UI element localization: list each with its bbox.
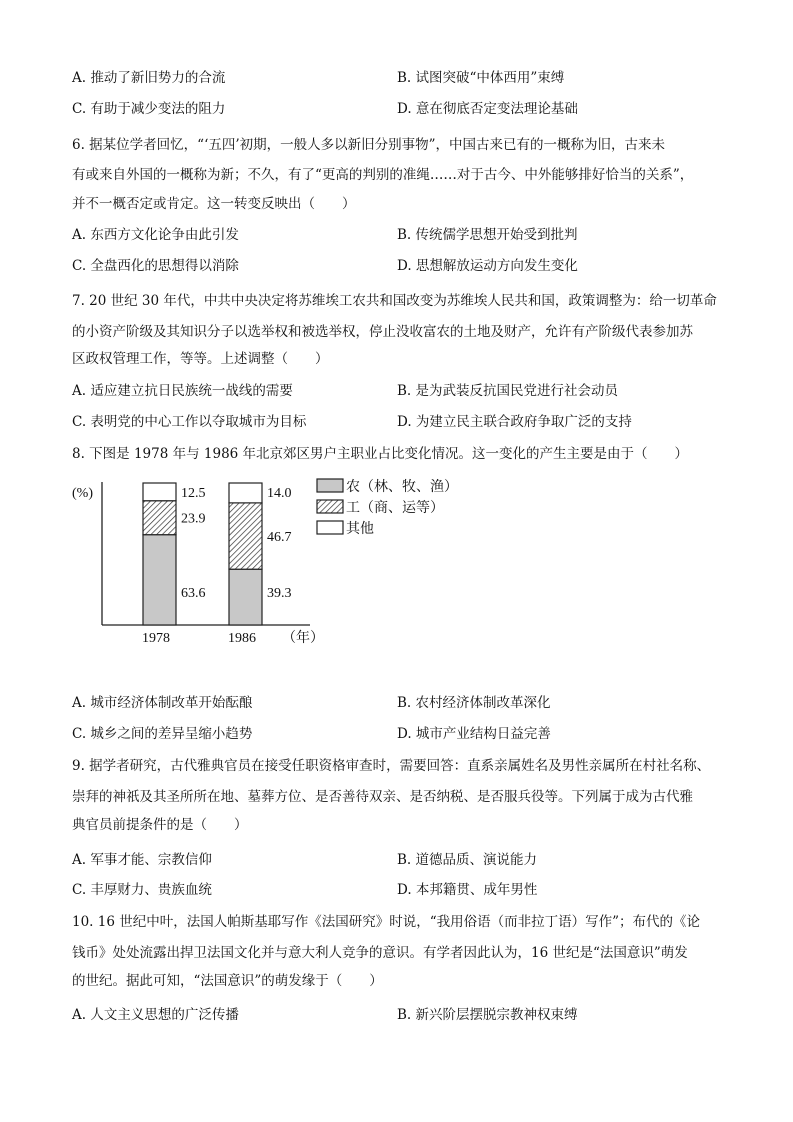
bar-segment [143, 501, 176, 535]
q6-stem: 有或来自外国的一概称为新；不久，有了“更高的判别的准绳……对于古今、中外能够排好恰当的关系”， [72, 167, 694, 183]
q10-stem: 的世纪。据此可知，“法国意识”的萌发缘于（ ） [72, 973, 383, 989]
q9-option-c: C. 丰厚财力、贵族血统 [72, 882, 212, 898]
q9-option-a: A. 军事才能、宗教信仰 [72, 852, 212, 868]
x-axis-label: （年） [282, 631, 324, 646]
q9-option-d: D. 本邦籍贯、成年男性 [397, 882, 538, 898]
q8-option-c: C. 城乡之间的差异呈缩小趋势 [72, 726, 253, 742]
q6-option-c: C. 全盘西化的思想得以消除 [72, 258, 239, 274]
q7-option-c: C. 表明党的中心工作以夺取城市为目标 [72, 414, 307, 430]
q9-stem: 崇拜的神祇及其圣所所在地、墓葬方位、是否善待双亲、是否纳税、是否服兵役等。下列属于成为古代雅 [72, 789, 693, 805]
bar-segment [229, 503, 262, 569]
q9-stem: 9. 据学者研究，古代雅典官员在接受任职资格审查时，需要回答：直系亲属姓名及男性亲属所在村社名称、 [72, 758, 711, 774]
q5-option-a: A. 推动了新旧势力的合流 [72, 70, 226, 86]
bar-segment [229, 569, 262, 625]
q8-option-a: A. 城市经济体制改革开始酝酿 [72, 695, 253, 711]
data-label: 12.5 [181, 486, 206, 501]
data-label: 23.9 [181, 511, 206, 527]
q5-option-c: C. 有助于减少变法的阻力 [72, 101, 226, 117]
q7-option-b: B. 是为武装反抗国民党进行社会动员 [397, 383, 619, 399]
bar-segment [229, 483, 262, 503]
q6-option-d: D. 思想解放运动方向发生变化 [397, 258, 578, 274]
q6-option-a: A. 东西方文化论争由此引发 [72, 227, 239, 243]
q8-stem: 8. 下图是 1978 年与 1986 年北京郊区男户主职业占比变化情况。这一变化的产生主要是由于（ ） [72, 446, 689, 462]
data-label: 14.0 [267, 486, 292, 501]
legend-label: 工（商、运等） [346, 501, 444, 516]
q10-option-b: B. 新兴阶层摆脱宗教神权束缚 [397, 1007, 578, 1023]
q10-stem: 10. 16 世纪中叶，法国人帕斯基耶写作《法国研究》时说，“我用俗语（而非拉丁语）写作”；布代的《论 [72, 914, 701, 930]
q6-option-b: B. 传统儒学思想开始受到批判 [397, 227, 578, 243]
q8-option-b: B. 农村经济体制改革深化 [397, 695, 551, 711]
data-label: 39.3 [267, 586, 292, 601]
y-axis-label: (%) [72, 486, 93, 501]
q7-stem: 7. 20 世纪 30 年代，中共中央决定将苏维埃工农共和国改变为苏维埃人民共和国，政策调整为：给一切革命 [72, 293, 717, 309]
q8-option-d: D. 城市产业结构日益完善 [397, 726, 551, 742]
q7-option-d: D. 为建立民主联合政府争取广泛的支持 [397, 414, 632, 430]
q9-option-b: B. 道德品质、演说能力 [397, 852, 538, 868]
q5-option-d: D. 意在彻底否定变法理论基础 [397, 101, 578, 117]
q7-stem: 的小资产阶级及其知识分子以选举权和被选举权，停止没收富农的土地及财产，允许有产阶级代表参加苏 [72, 324, 693, 340]
data-label: 63.6 [181, 586, 206, 601]
q6-stem: 并不一概否定或肯定。这一转变反映出（ ） [72, 196, 356, 212]
q5-option-b: B. 试图突破“中体西用”束缚 [397, 70, 565, 86]
data-label: 46.7 [267, 530, 292, 546]
legend-label: 其他 [346, 522, 374, 537]
legend-swatch [317, 521, 343, 534]
q10-stem: 钱币》处处流露出捍卫法国文化并与意大利人竞争的意识。有学者因此认为，16 世纪是“法国意识”萌发 [72, 945, 688, 961]
legend-swatch [317, 479, 343, 492]
x-tick-label: 1986 [228, 631, 256, 646]
bar-segment [143, 483, 176, 501]
bar-segment [143, 535, 176, 625]
q10-option-a: A. 人文主义思想的广泛传播 [72, 1007, 239, 1023]
q6-stem: 6. 据某位学者回忆，“‘五四’初期，一般人多以新旧分别事物”，中国古来已有的一概称为旧，古来未 [72, 137, 666, 153]
q9-stem: 典官员前提条件的是（ ） [72, 817, 248, 833]
legend-swatch [317, 500, 343, 513]
occupation-chart [0, 470, 480, 650]
q7-option-a: A. 适应建立抗日民族统一战线的需要 [72, 383, 293, 399]
legend-label: 农（林、牧、渔） [346, 480, 458, 495]
q7-stem: 区政权管理工作，等等。上述调整（ ） [72, 351, 329, 367]
x-tick-label: 1978 [142, 631, 170, 646]
